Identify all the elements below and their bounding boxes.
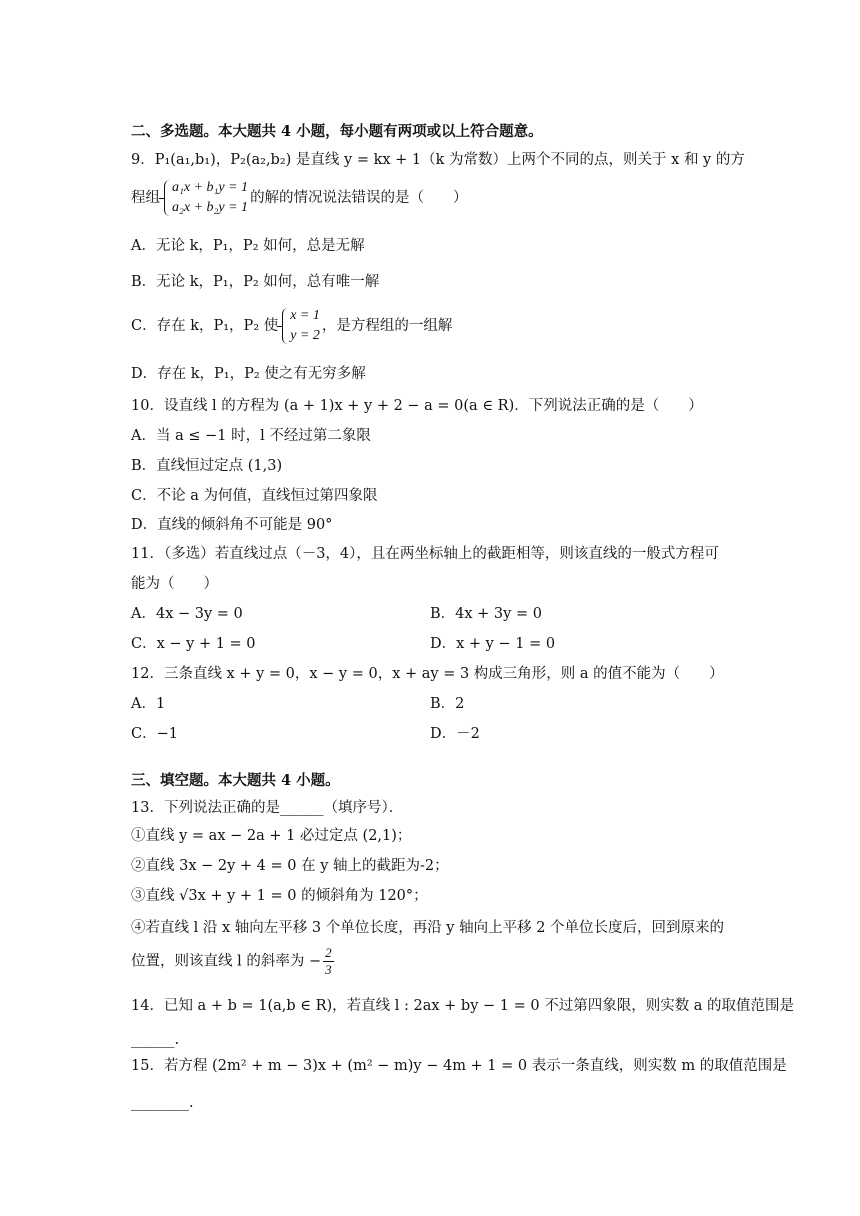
q9-option-c-eq2: y = 2 bbox=[290, 328, 320, 343]
q12-option-c: C．−1 bbox=[131, 726, 178, 742]
q13-stem: 13．下列说法正确的是______（填序号）． bbox=[131, 800, 404, 816]
q9-option-c bbox=[131, 306, 452, 346]
q13-statement-4-prefix: 位置，则该直线 l 的斜率为 − bbox=[131, 953, 322, 970]
q12-option-d: D．－2 bbox=[430, 726, 480, 742]
q9-equation-system bbox=[162, 178, 248, 218]
q9-option-c-prefix: C．存在 k，P₁，P₂ 使 bbox=[131, 318, 279, 334]
q13-slope-fraction bbox=[323, 945, 334, 978]
q12-option-b: B．2 bbox=[430, 696, 465, 712]
q15-answer-blank: ________. bbox=[131, 1095, 194, 1111]
q9-option-b: B．无论 k，P₁，P₂ 如何，总有唯一解 bbox=[131, 274, 380, 290]
q11-option-d: D．x + y − 1 = 0 bbox=[430, 636, 556, 652]
q9-option-c-eq1: x = 1 bbox=[290, 308, 320, 323]
q13-statement-2: ②直线 3x − 2y + 4 = 0 在 y 轴上的截距为-2； bbox=[131, 858, 449, 874]
q10-option-b: B．直线恒过定点 (1,3) bbox=[131, 458, 283, 474]
q9-stem-suffix: 的解的情况说法错误的是（ ） bbox=[250, 190, 468, 206]
q13-statement-3: ③直线 √3x + y + 1 = 0 的倾斜角为 120°； bbox=[131, 888, 428, 904]
q10-option-d: D．直线的倾斜角不可能是 90° bbox=[131, 517, 333, 533]
q9-eq2: a₂x + b₂y = 1 bbox=[172, 200, 249, 215]
q9-stem-prefix: 程组 bbox=[131, 190, 160, 206]
q13-statement-4: ④若直线 l 沿 x 轴向左平移 3 个单位长度，再沿 y 轴向上平移 2 个单位长度后，回到原来的 bbox=[131, 920, 725, 936]
section-2-title: 二、多选题。本大题共 4 小题，每小题有两项或以上符合题意。 bbox=[131, 123, 543, 140]
q9-stem-line1: 9．P₁(a₁,b₁)，P₂(a₂,b₂) 是直线 y = kx + 1（k 为常数）上两个不同的点，则关于 x 和 y 的方 bbox=[131, 152, 745, 168]
q11-option-c: C．x − y + 1 = 0 bbox=[131, 636, 256, 652]
q9-option-d: D．存在 k，P₁，P₂ 使之有无穷多解 bbox=[131, 366, 366, 382]
q11-option-b: B．4x + 3y = 0 bbox=[430, 606, 542, 622]
q9-option-a: A．无论 k，P₁，P₂ 如何，总是无解 bbox=[131, 238, 365, 254]
q11-stem-line1: 11．（多选）若直线过点（－3，4），且在两坐标轴上的截距相等，则该直线的一般式方程可 bbox=[131, 546, 719, 562]
section-3-title: 三、填空题。本大题共 4 小题。 bbox=[131, 772, 340, 789]
q15-stem: 15．若方程 (2m² + m − 3)x + (m² − m)y − 4m + 1 = 0 表示一条直线，则实数 m 的取值范围是 bbox=[131, 1058, 787, 1074]
q9-stem-line2 bbox=[131, 178, 468, 218]
q12-option-a: A．1 bbox=[131, 696, 166, 712]
q9-eq1: a₁x + b₁y = 1 bbox=[172, 180, 249, 195]
q10-option-c: C．不论 a 为何值，直线恒过第四象限 bbox=[131, 488, 378, 504]
q14-stem: 14．已知 a + b = 1(a,b ∈ R)，若直线 l : 2ax + by − 1 = 0 不过第四象限，则实数 a 的取值范围是 bbox=[131, 998, 795, 1014]
q13-statement-4-cont bbox=[131, 945, 334, 978]
q10-option-a: A．当 a ≤ −1 时，l 不经过第二象限 bbox=[131, 428, 371, 444]
fraction-numerator: 2 bbox=[325, 945, 332, 960]
q10-stem: 10．设直线 l 的方程为 (a + 1)x + y + 2 − a = 0(a ∈ R)．下列说法正确的是（ ） bbox=[131, 398, 703, 414]
q14-answer-blank: ______. bbox=[131, 1032, 180, 1048]
q9-option-c-suffix: ，是方程组的一组解 bbox=[321, 318, 453, 334]
q13-statement-1: ①直线 y = ax − 2a + 1 必过定点 (2,1)； bbox=[131, 828, 412, 844]
q9-option-c-system bbox=[280, 306, 320, 346]
q11-stem-line2: 能为（ ） bbox=[131, 576, 218, 592]
fraction-denominator: 3 bbox=[325, 962, 332, 977]
q11-option-a: A．4x − 3y = 0 bbox=[131, 606, 243, 622]
q12-stem: 12．三条直线 x + y = 0，x − y = 0，x + ay = 3 构成三角形，则 a 的值不能为（ ） bbox=[131, 666, 724, 682]
